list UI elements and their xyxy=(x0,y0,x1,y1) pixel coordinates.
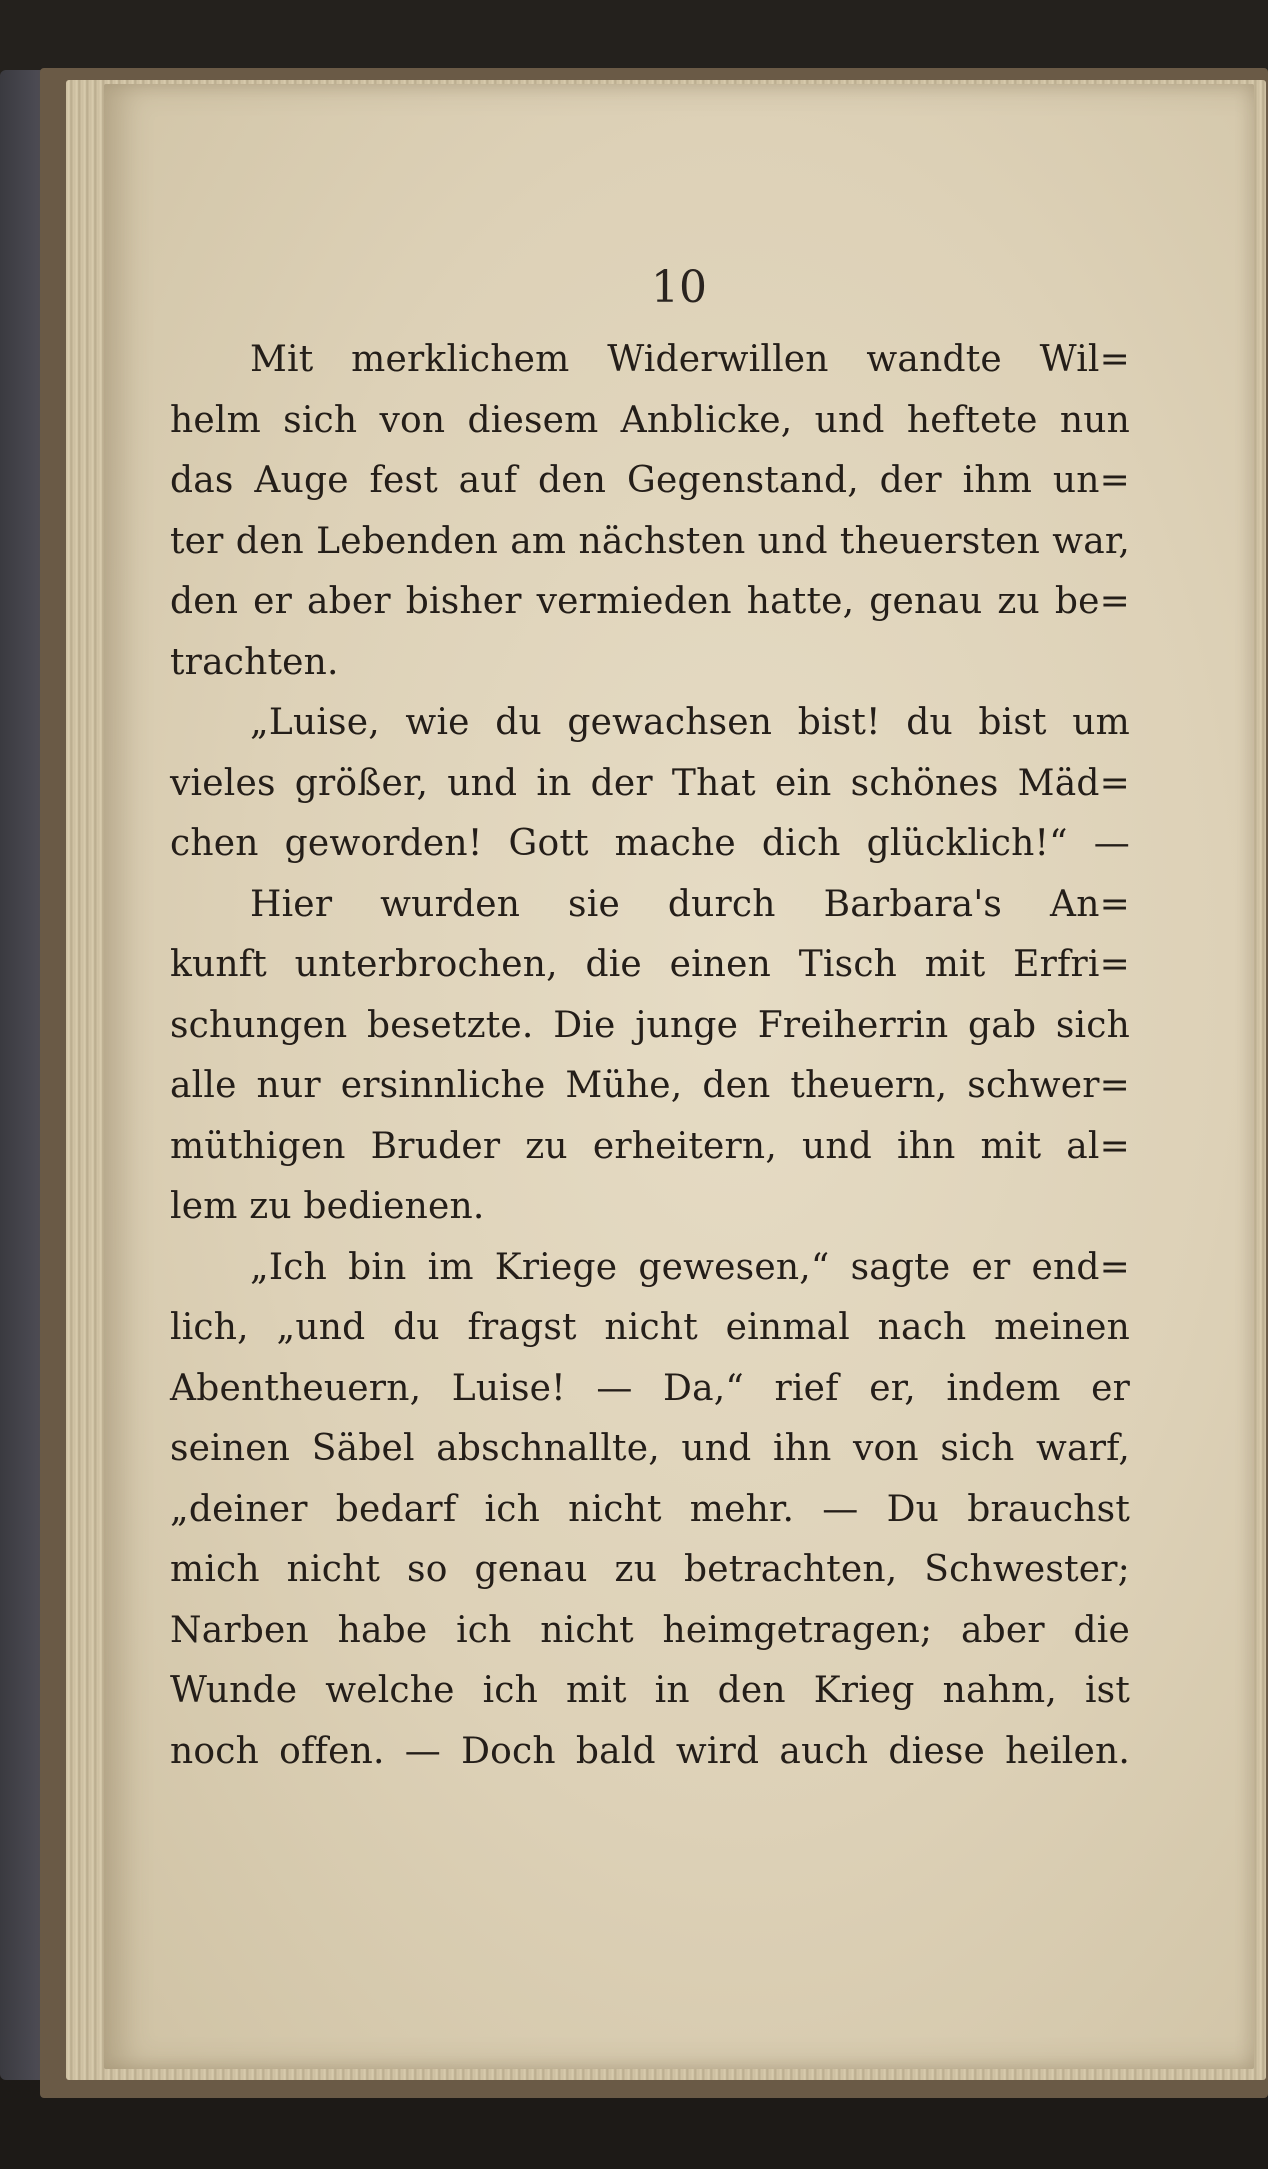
text-line: Hier wurden sie durch Barbara's An= xyxy=(250,883,1130,925)
text-line: Abentheuern, Luise! — Da,“ rief er, indem er xyxy=(170,1367,1130,1409)
text-line: „Luise, wie du gewachsen bist! du bist um xyxy=(250,702,1130,743)
text-line: den er aber bisher vermieden hatte, genau zu be= xyxy=(170,581,1130,622)
text-line: Narben habe ich nicht heimgetragen; aber die xyxy=(170,1609,1130,1651)
text-line: ter den Lebenden am nächsten und theuersten war, xyxy=(170,520,1130,562)
text-line: schungen besetzte. Die junge Freiherrin gab sich xyxy=(170,1004,1130,1046)
text-line: seinen Säbel abschnallte, und ihn von sich warf, xyxy=(170,1428,1130,1469)
text-line: noch offen. — Doch bald wird auch diese heilen. xyxy=(170,1730,1130,1772)
text-line: lich, „und du fragst nicht einmal nach meinen xyxy=(170,1307,1130,1348)
text-line: kunft unterbrochen, die einen Tisch mit Erfri= xyxy=(170,944,1130,985)
text-line: „Ich bin im Kriege gewesen,“ sagte er end= xyxy=(250,1246,1130,1288)
text-line: Wunde welche ich mit in den Krieg nahm, ist xyxy=(170,1670,1130,1711)
text-line: lem zu bedienen. xyxy=(170,1186,485,1227)
text-line: mich nicht so genau zu betrachten, Schwester; xyxy=(170,1549,1130,1590)
text-line: trachten. xyxy=(170,641,339,683)
text-line: alle nur ersinnliche Mühe, den theuern, schwer= xyxy=(170,1065,1130,1106)
page-number: 10 xyxy=(651,262,707,313)
text-line: helm sich von diesem Anblicke, und heftete nun xyxy=(170,399,1130,441)
body-text xyxy=(170,330,1130,1782)
text-line: das Auge fest auf den Gegenstand, der ihm un= xyxy=(170,460,1130,501)
text-line: müthigen Bruder zu erheitern, und ihn mit al= xyxy=(170,1125,1130,1167)
text-line: vieles größer, und in der That ein schönes Mäd= xyxy=(170,762,1130,804)
text-line: „deiner bedarf ich nicht mehr. — Du brauchst xyxy=(170,1488,1130,1530)
text-line: chen geworden! Gott mache dich glücklich!“ — xyxy=(170,823,1130,864)
text-line: Mit merklichem Widerwillen wandte Wil= xyxy=(250,339,1130,380)
